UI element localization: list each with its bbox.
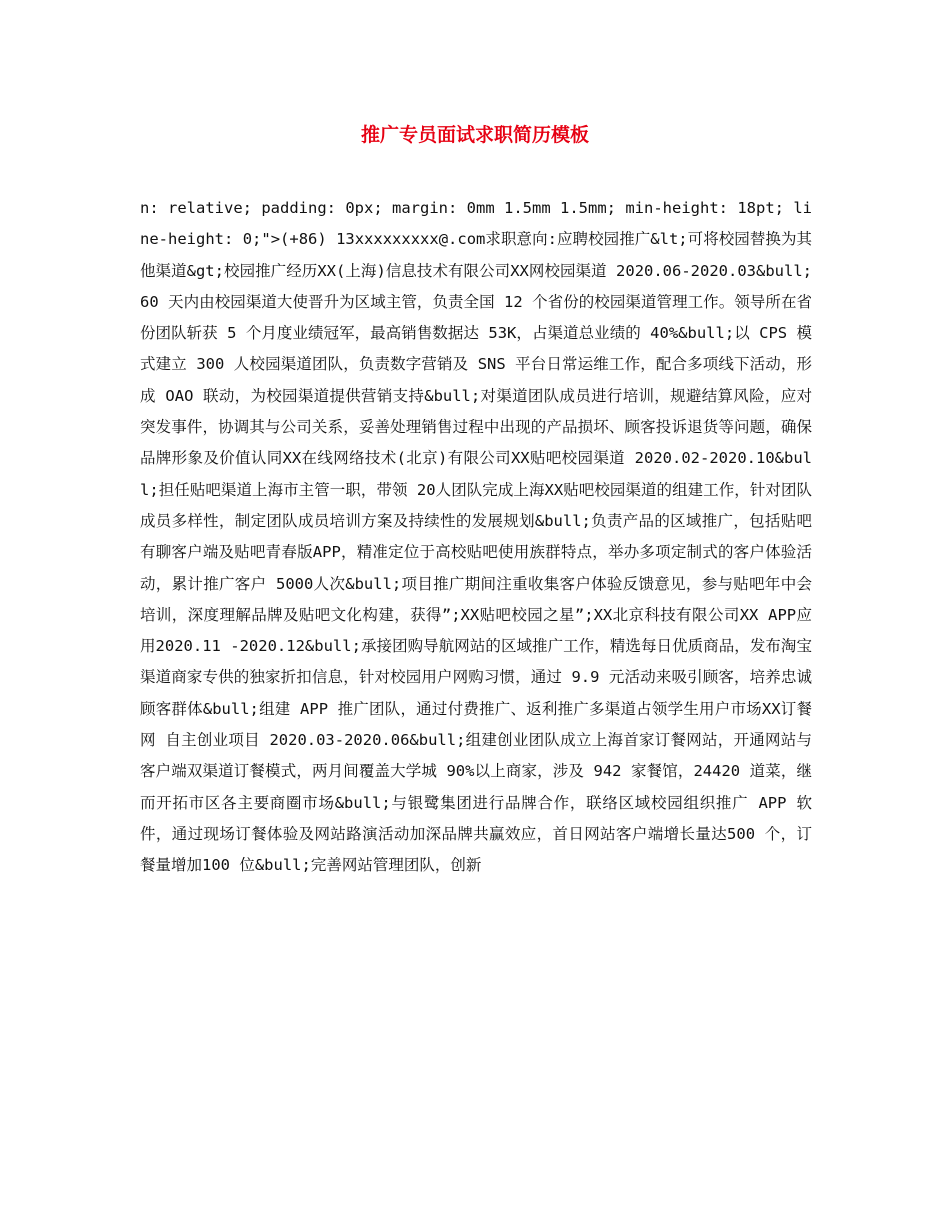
document-body-text: n: relative; padding: 0px; margin: 0mm 1.5mm 1.5mm; min-height: 18pt; line-height: 0;">(+86) 13xxxxxxxxx@.com求职意向:应聘校园推广&lt;可将校园替换为其他渠道&gt;校园推广经历XX(上海)信息技术有限公司XX网校园渠道 2020.06-2020.03&bull;60 天内由校园渠道大使晋升为区域主管，负责全国 12 个省份的校园渠道管理工作。领导所在省份团队斩获 5 个月度业绩冠军，最高销售数据达 53K，占渠道总业绩的 40%&bull;以 CPS 模式建立 300 人校园渠道团队，负责数字营销及 SNS 平台日常运维工作，配合多项线下活动，形成 OAO 联动，为校园渠道提供营销支持&bull;对渠道团队成员进行培训，规避结算风险，应对突发事件，协调其与公司关系，妥善处理销售过程中出现的产品损坏、顾客投诉退货等问题，确保品牌形象及价值认同XX在线网络技术(北京)有限公司XX贴吧校园渠道 2020.02-2020.10&bull;担任贴吧渠道上海市主管一职，带领 20人团队完成上海XX贴吧校园渠道的组建工作，针对团队成员多样性，制定团队成员培训方案及持续性的发展规划&bull;负责产品的区域推广，包括贴吧有聊客户端及贴吧青春版APP，精准定位于高校贴吧使用族群特点，举办多项定制式的客户体验活动，累计推广客户 5000人次&bull;项目推广期间注重收集客户体验反馈意见，参与贴吧年中会培训，深度理解品牌及贴吧文化构建，获得”;XX贴吧校园之星”;XX北京科技有限公司XX APP应用2020.11 -2020.12&bull;承接团购导航网站的区域推广工作，精选每日优质商品，发布淘宝渠道商家专供的独家折扣信息，针对校园用户网购习惯，通过 9.9 元活动来吸引顾客，培养忠诚顾客群体&bull;组建 APP 推广团队，通过付费推广、返利推广多渠道占领学生用户市场XX订餐网 自主创业项目 2020.03-2020.06&bull;组建创业团队成立上海首家订餐网站，开通网站与客户端双渠道订餐模式，两月间覆盖大学城 90%以上商家，涉及 942 家餐馆，24420 道菜，继而开拓市区各主要商圈市场&bull;与银鹭集团进行品牌合作，联络区域校园组织推广 APP 软件，通过现场订餐体验及网站路演活动加深品牌共赢效应，首日网站客户端增长量达500 个，订餐量增加100 位&bull;完善网站管理团队，创新 xyxy=(140,199,812,875)
document-title: 推广专员面试求职简历模板 xyxy=(360,124,589,146)
